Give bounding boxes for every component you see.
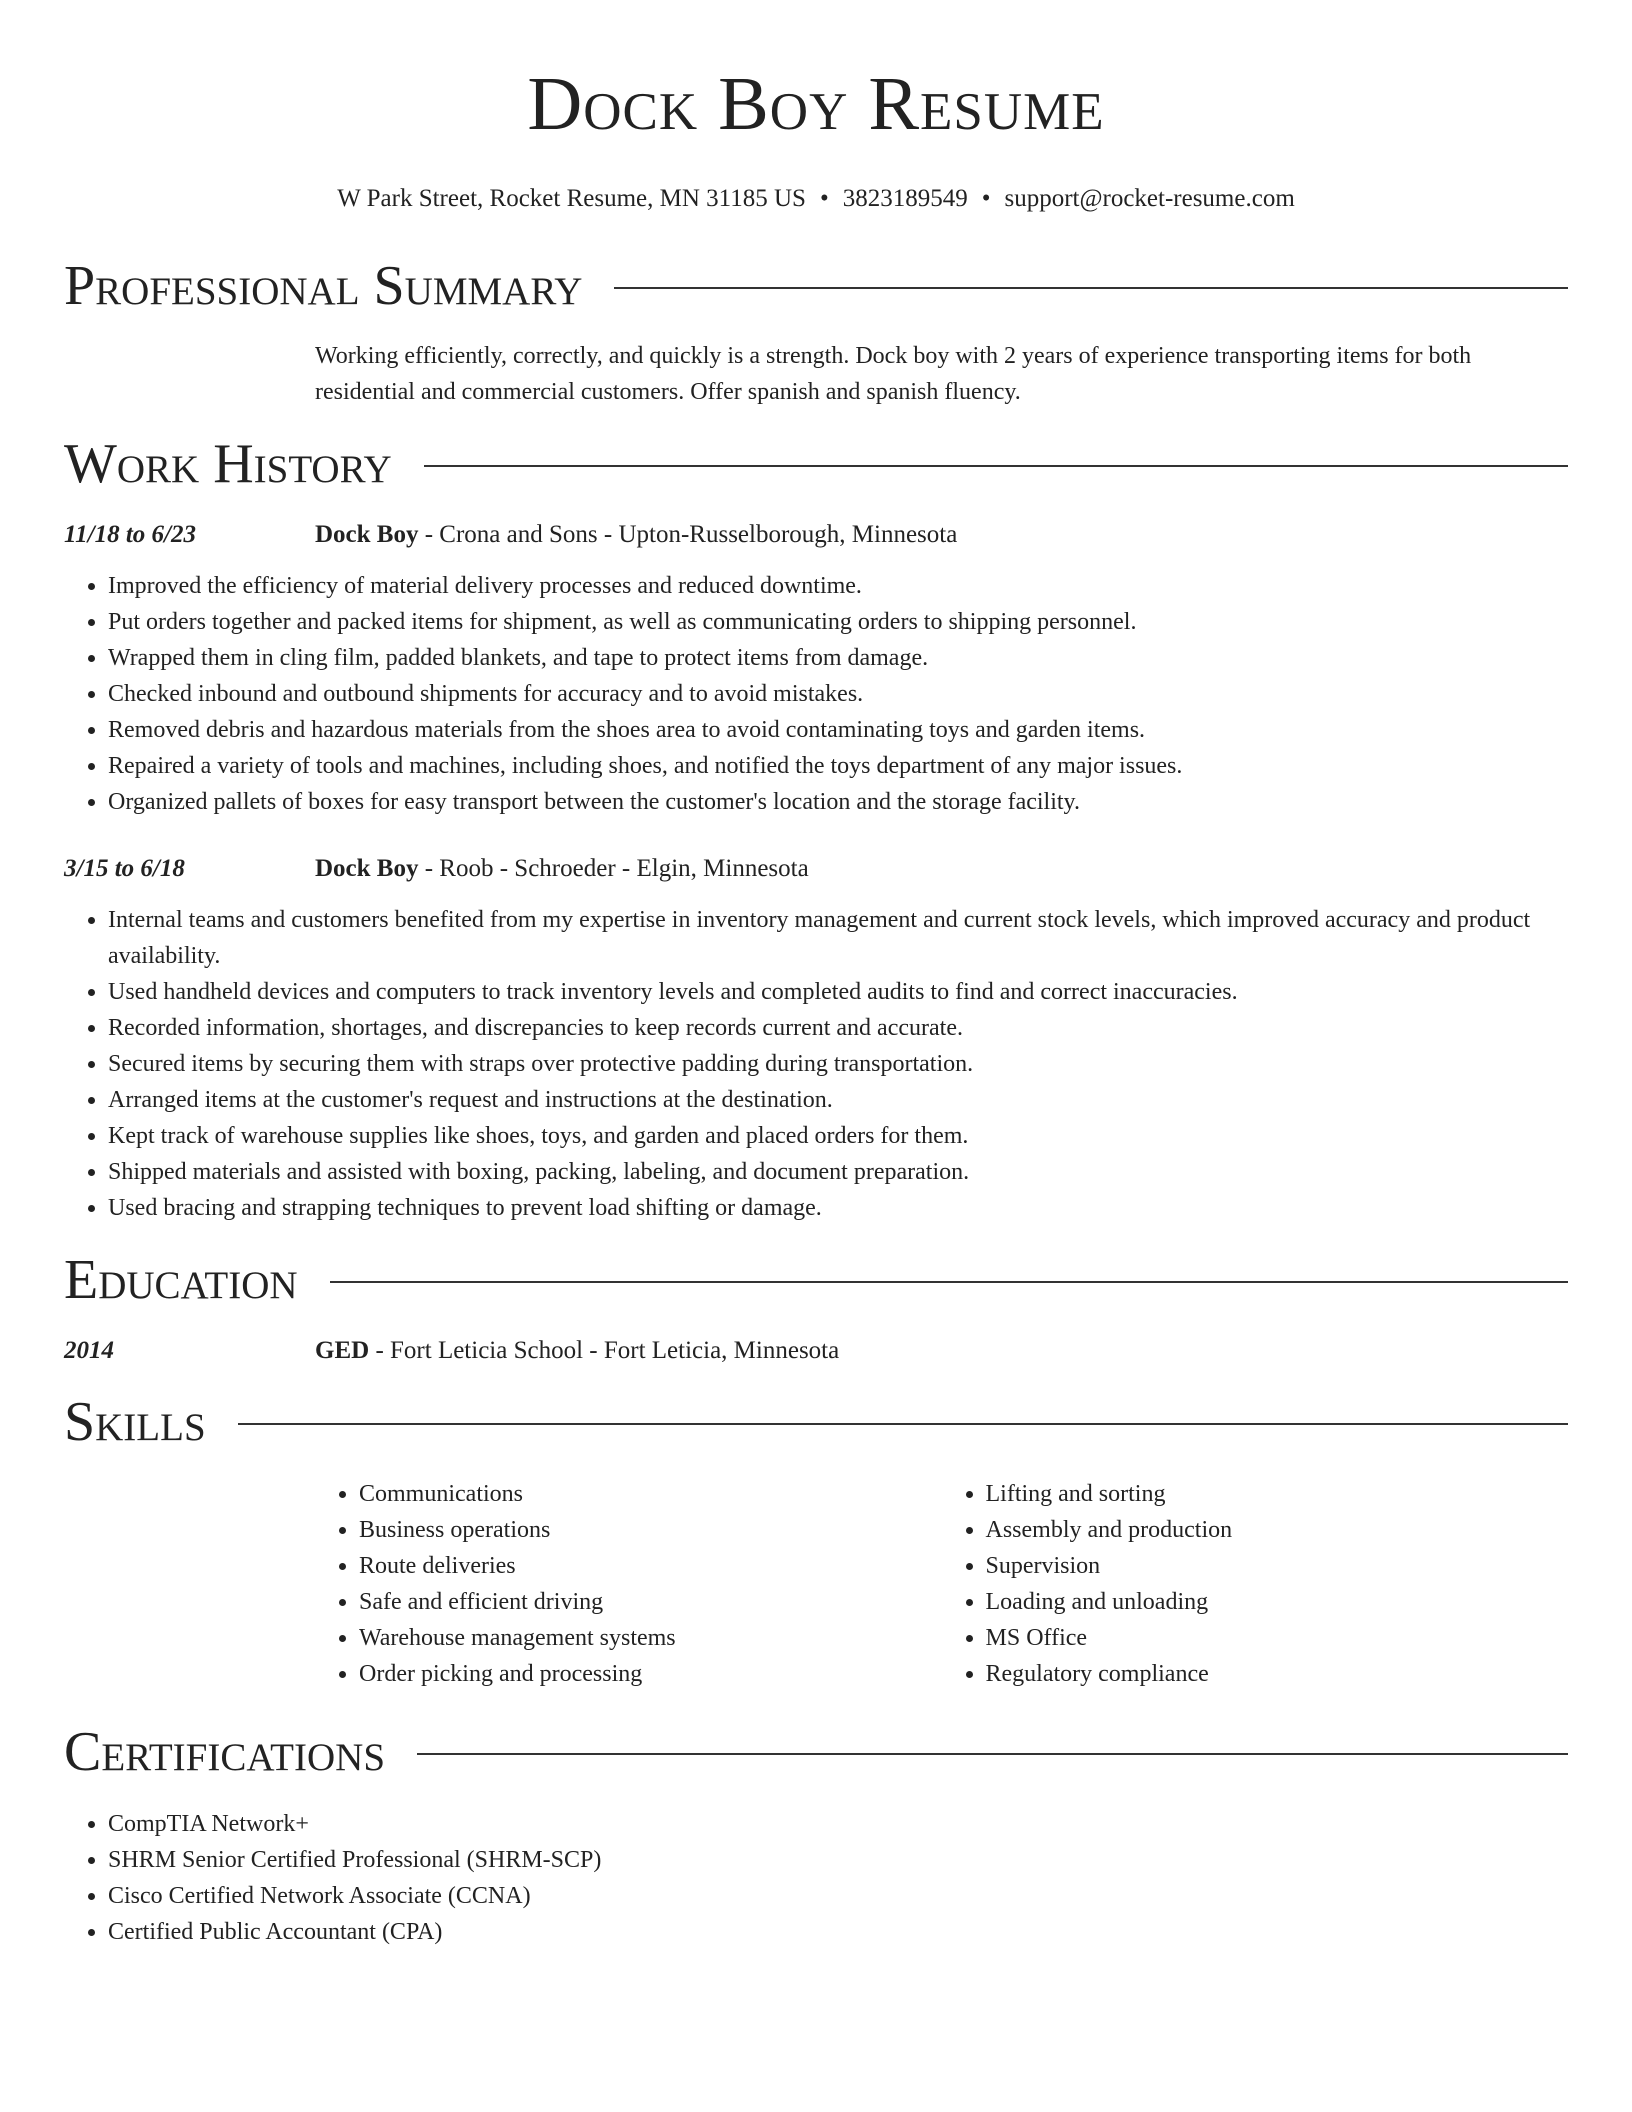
list-item: • Internal teams and customers benefited from my expertise in inventory management and current stock levels, which improved accuracy and product availability. [108, 902, 1568, 974]
skills-title: Skills [64, 1391, 206, 1453]
list-item: • Business operations [359, 1512, 942, 1548]
list-item: • Recorded information, shortages, and discrepancies to keep records current and accurate. [108, 1010, 1568, 1046]
education-header [64, 1248, 1568, 1312]
certifications-section [64, 1720, 1568, 1950]
job-dates: 3/15 to 6/18 [64, 855, 185, 882]
list-item: • Shipped materials and assisted with boxing, packing, labeling, and document preparation. [108, 1154, 1568, 1190]
skills-section [64, 1390, 1568, 1692]
job-bullets [64, 568, 1568, 820]
list-item: • Route deliveries [359, 1548, 942, 1584]
resume-page [64, 0, 1568, 1950]
contact-phone: 3823189549 [842, 185, 968, 212]
job-entry [64, 518, 1568, 820]
list-item: • Secured items by securing them with straps over protective padding during transportation. [108, 1046, 1568, 1082]
list-item: • Put orders together and packed items for shipment, as well as communicating orders to shipping personnel. [108, 604, 1568, 640]
list-item: • CompTIA Network+ [108, 1806, 1568, 1842]
job-title: Dock Boy [315, 855, 419, 882]
contact-address: W Park Street, Rocket Resume, MN 31185 US [337, 185, 806, 212]
resume-name: Dock Boy Resume [527, 62, 1105, 146]
work-header [64, 432, 1568, 496]
summary-title: Professional Summary [64, 255, 583, 317]
job-dates: 11/18 to 6/23 [64, 521, 196, 548]
list-item: • Repaired a variety of tools and machines, including shoes, and notified the toys department of any major issues. [108, 748, 1568, 784]
list-item: • Certified Public Accountant (CPA) [108, 1914, 1568, 1950]
list-item: • Loading and unloading [986, 1584, 1569, 1620]
job-details: - Crona and Sons - Upton-Russelborough, Minnesota [418, 521, 958, 548]
skills-list-left [315, 1476, 942, 1692]
education-entry [64, 1334, 1568, 1368]
list-item: • Checked inbound and outbound shipments for accuracy and to avoid mistakes. [108, 676, 1568, 712]
list-item: • Used handheld devices and computers to track inventory levels and completed audits to find and correct inaccuracies. [108, 974, 1568, 1010]
list-item: • Communications [359, 1476, 942, 1512]
list-item: • Order picking and processing [359, 1656, 942, 1692]
job-heading [315, 852, 809, 886]
list-item: • Supervision [986, 1548, 1569, 1584]
summary-section [64, 254, 1568, 410]
job-heading [315, 518, 957, 552]
education-details: - Fort Leticia School - Fort Leticia, Minnesota [369, 1337, 840, 1364]
contact-separator: • [981, 185, 991, 212]
section-divider [424, 465, 1568, 467]
job-title: Dock Boy [315, 521, 419, 548]
job-details: - Roob - Schroeder - Elgin, Minnesota [418, 855, 809, 882]
education-section [64, 1248, 1568, 1368]
contact-email: support@rocket-resume.com [1004, 185, 1295, 212]
list-item: • Wrapped them in cling film, padded blankets, and tape to protect items from damage. [108, 640, 1568, 676]
certifications-list [64, 1806, 1568, 1950]
section-divider [417, 1753, 1568, 1755]
list-item: • Kept track of warehouse supplies like shoes, toys, and garden and placed orders for them. [108, 1118, 1568, 1154]
list-item: • Arranged items at the customer's request and instructions at the destination. [108, 1082, 1568, 1118]
list-item: • Used bracing and strapping techniques to prevent load shifting or damage. [108, 1190, 1568, 1226]
job-header [64, 852, 1568, 886]
list-item: • SHRM Senior Certified Professional (SHRM-SCP) [108, 1842, 1568, 1878]
education-title: Education [64, 1249, 298, 1311]
certifications-title: Certifications [64, 1721, 386, 1783]
education-heading [315, 1334, 839, 1368]
job-header [64, 518, 1568, 552]
list-item: • Removed debris and hazardous materials from the shoes area to avoid contaminating toys and garden items. [108, 712, 1568, 748]
list-item: • Assembly and production [986, 1512, 1569, 1548]
list-item: • Organized pallets of boxes for easy transport between the customer's location and the storage facility. [108, 784, 1568, 820]
skills-header [64, 1390, 1568, 1454]
work-section [64, 432, 1568, 1226]
contact-line [64, 182, 1568, 216]
certifications-header [64, 1720, 1568, 1784]
list-item: • Regulatory compliance [986, 1656, 1569, 1692]
education-degree: GED [315, 1337, 370, 1364]
list-item: • Improved the efficiency of material delivery processes and reduced downtime. [108, 568, 1568, 604]
job-bullets [64, 902, 1568, 1226]
list-item: • Warehouse management systems [359, 1620, 942, 1656]
education-dates: 2014 [64, 1337, 114, 1364]
skills-columns [315, 1476, 1568, 1692]
job-entry [64, 852, 1568, 1226]
list-item: • MS Office [986, 1620, 1569, 1656]
summary-text: Working efficiently, correctly, and quickly is a strength. Dock boy with 2 years of experience transporting items for both residential and commercial customers. Offer spanish and spanish fluency. [315, 343, 1472, 405]
section-divider [614, 287, 1568, 289]
list-item: • Lifting and sorting [986, 1476, 1569, 1512]
summary-header [64, 254, 1568, 318]
list-item: • Cisco Certified Network Associate (CCNA) [108, 1878, 1568, 1914]
work-title: Work History [64, 433, 392, 495]
skills-list-right [942, 1476, 1569, 1692]
contact-separator: • [819, 185, 829, 212]
list-item: • Safe and efficient driving [359, 1584, 942, 1620]
section-divider [238, 1423, 1568, 1425]
section-divider [330, 1281, 1568, 1283]
